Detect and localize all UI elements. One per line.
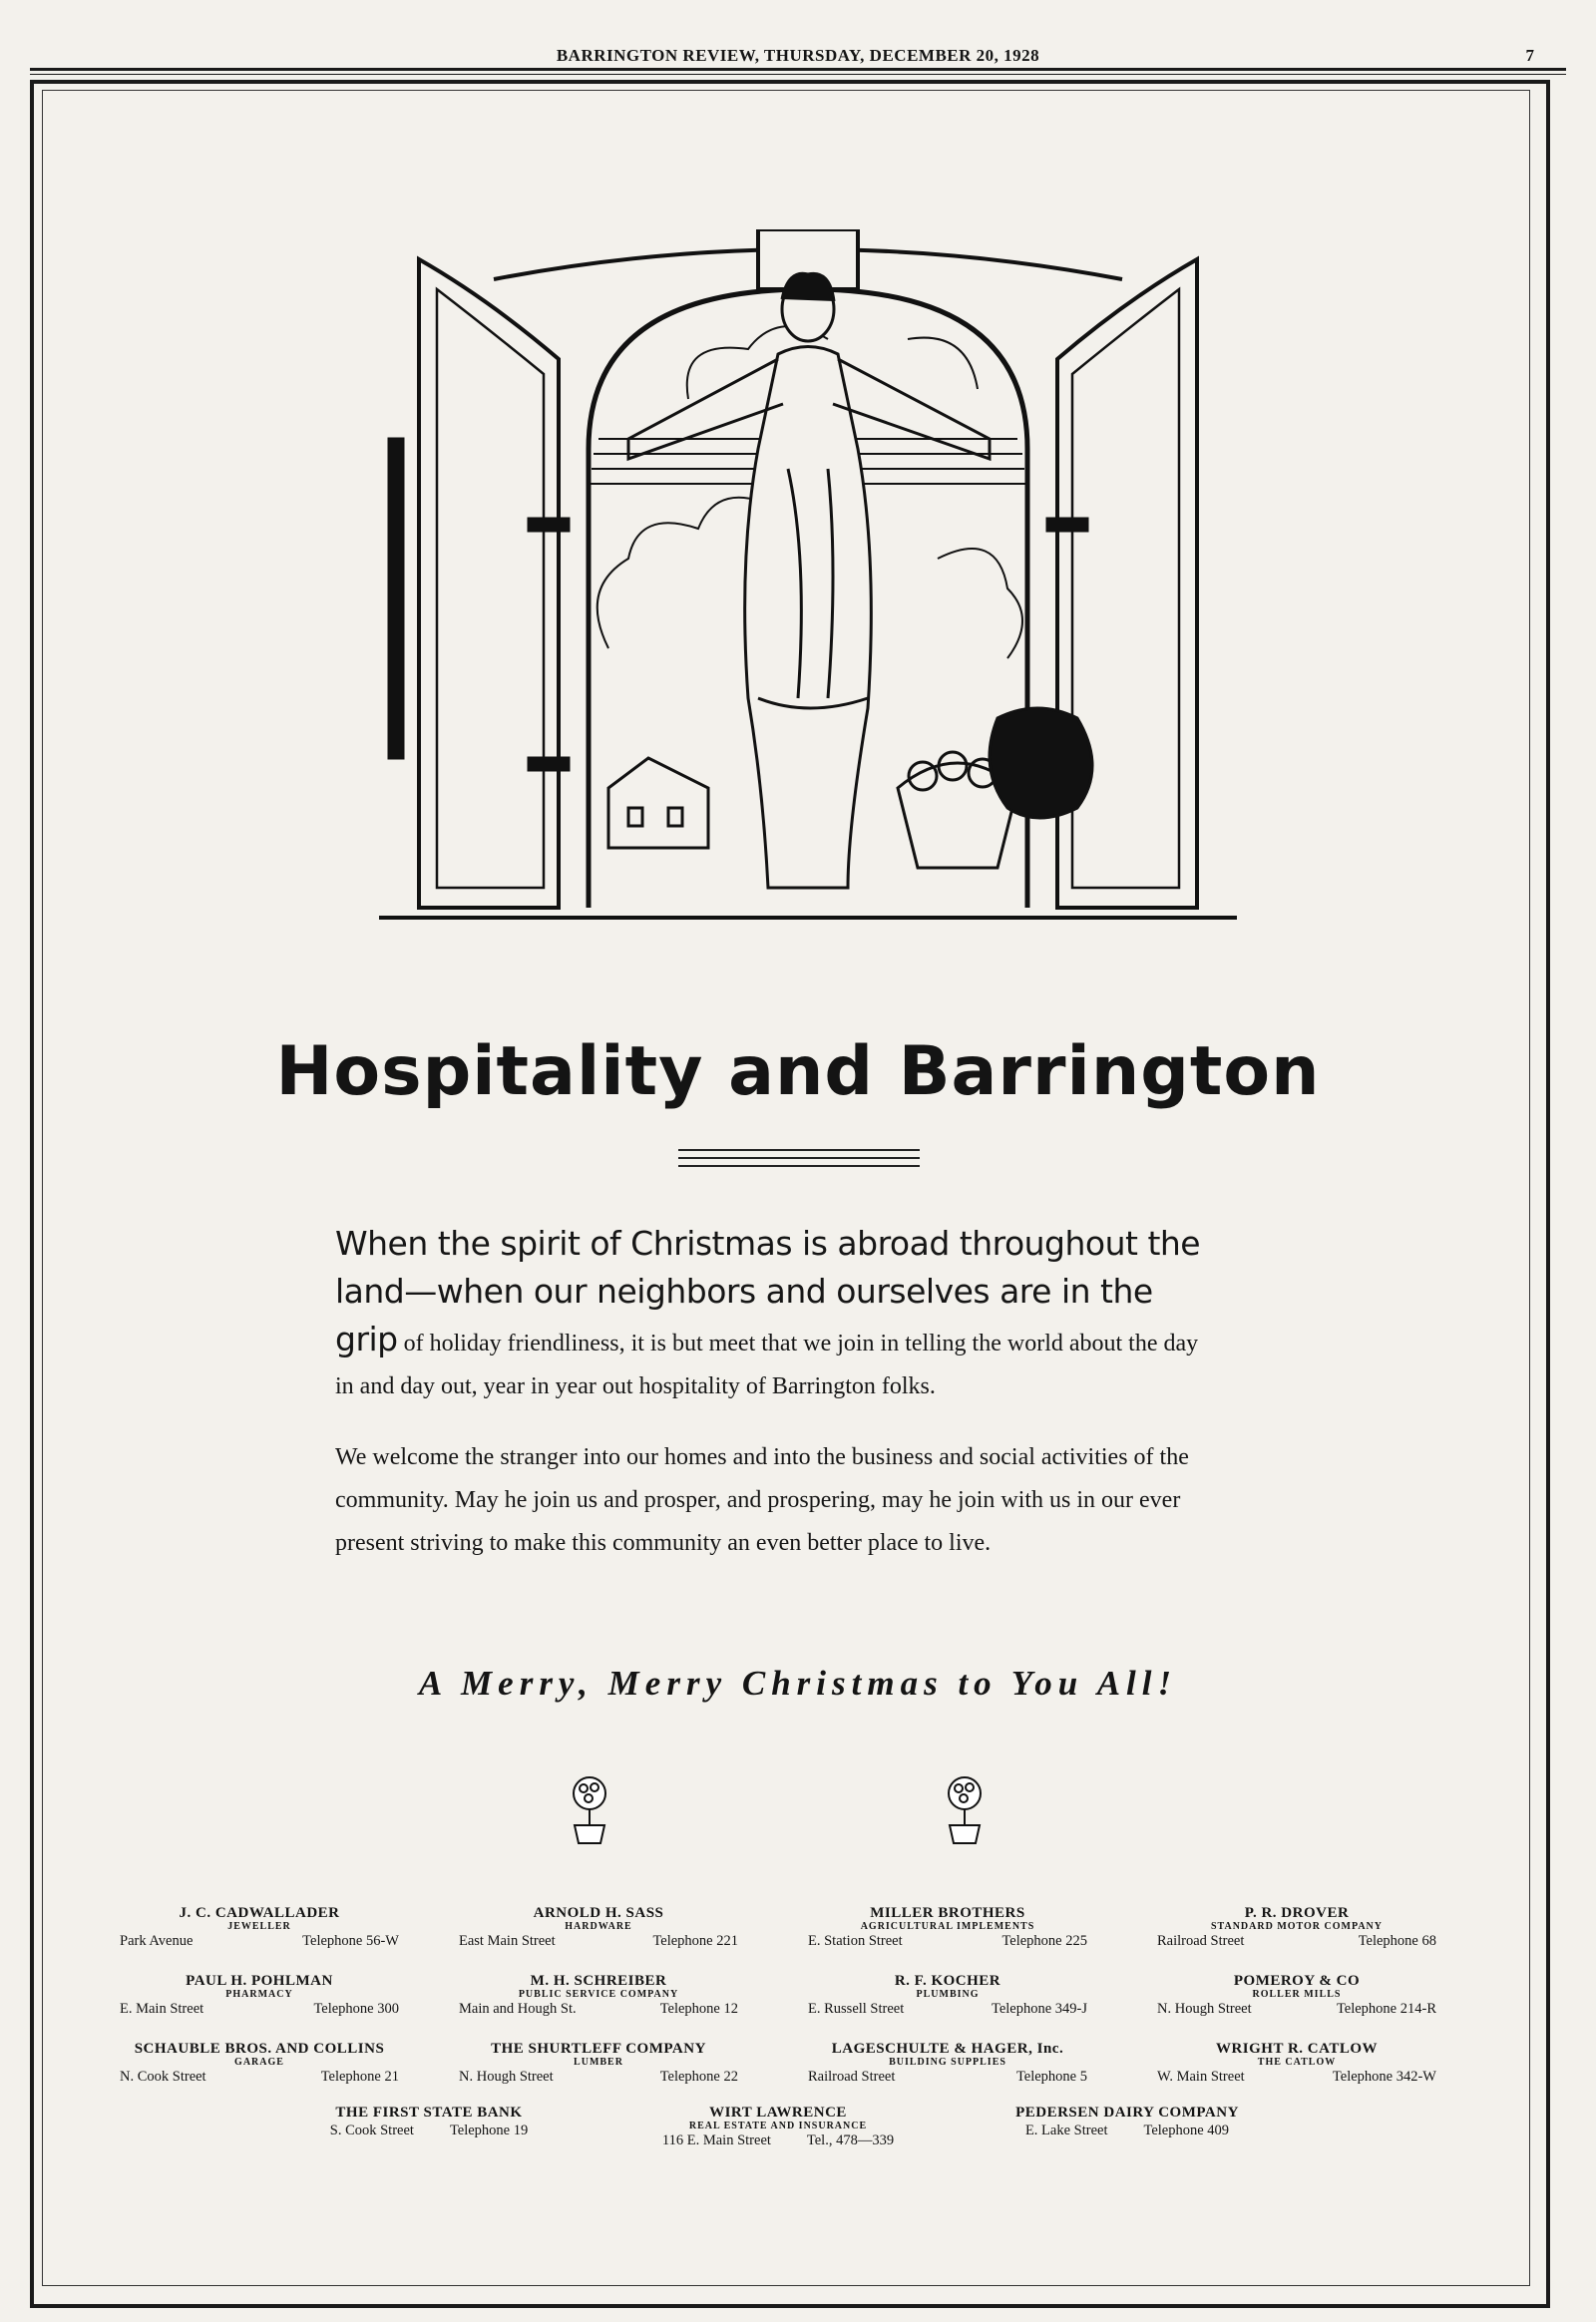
merchant-entry — [628, 2105, 928, 2149]
merchant-entry — [110, 1973, 409, 2018]
merchant-phone: Tel., 478—339 — [806, 2132, 895, 2148]
merchant-trade: THE CATLOW — [1257, 2057, 1337, 2068]
merchant-phone: Telephone 68 — [1358, 1933, 1436, 1949]
merchant-trade: REAL ESTATE AND INSURANCE — [688, 2121, 868, 2131]
merchant-entry — [110, 2041, 409, 2086]
merchant-entry — [1147, 1973, 1446, 2018]
merchant-name: J. C. CADWALLADER — [179, 1905, 340, 1921]
header-rule-thin — [30, 74, 1566, 75]
merchant-address: Park Avenue — [120, 1933, 194, 1949]
merchant-name: THE FIRST STATE BANK — [335, 2105, 523, 2121]
headline-rule — [678, 1157, 920, 1159]
merchant-trade: PHARMACY — [225, 1989, 293, 2000]
merchant-trade: LUMBER — [574, 2057, 623, 2068]
merchant-phone: Telephone 5 — [1015, 2069, 1087, 2085]
merchant-entry — [110, 1905, 409, 1950]
merchant-name: LAGESCHULTE & HAGER, Inc. — [831, 2041, 1064, 2057]
topiary-tree-icon — [940, 1773, 990, 1845]
merchant-trade: BUILDING SUPPLIES — [889, 2057, 1006, 2068]
paragraph-2: We welcome the stranger into our homes and into the business and social activities of the community. May he join us and prosper, and prospering, may he join with us in our ever present striving to make this community an even better place to live. — [335, 1444, 1189, 1556]
paragraph-1 — [335, 1222, 1213, 1408]
dateline: BARRINGTON REVIEW, THURSDAY, DECEMBER 20, 1928 — [556, 46, 1040, 65]
merchant-name: THE SHURTLEFF COMPANY — [491, 2041, 706, 2057]
merchant-name: MILLER BROTHERS — [870, 1905, 1025, 1921]
merchant-address: N. Hough Street — [1157, 2001, 1252, 2017]
christmas-greeting: A Merry, Merry Christmas to You All! — [418, 1664, 1178, 1703]
merchant-phone: Telephone 214-R — [1336, 2001, 1436, 2017]
merchant-address: Main and Hough St. — [459, 2001, 577, 2017]
merchant-address: E. Lake Street — [1024, 2123, 1108, 2138]
merchant-phone: Telephone 19 — [449, 2123, 529, 2138]
merchant-trade: AGRICULTURAL IMPLEMENTS — [860, 1921, 1035, 1932]
merchant-address: N. Cook Street — [120, 2069, 206, 2085]
merchant-phone: Telephone 300 — [313, 2001, 399, 2017]
merchant-phone: Telephone 22 — [659, 2069, 738, 2085]
page-number: 7 — [1525, 46, 1534, 65]
newspaper-header — [0, 46, 1596, 66]
merchant-address: E. Station Street — [808, 1933, 903, 1949]
headline-rule — [678, 1149, 920, 1151]
merchant-address: S. Cook Street — [329, 2123, 414, 2138]
merchant-trade: STANDARD MOTOR COMPANY — [1211, 1921, 1383, 1932]
merchant-phone: Telephone 221 — [652, 1933, 738, 1949]
window-illustration — [379, 229, 1237, 948]
merchant-entry — [798, 2041, 1097, 2086]
headline: Hospitality and Barrington — [275, 1032, 1321, 1111]
merchant-trade: ROLLER MILLS — [1252, 1989, 1342, 2000]
merchant-phone: Telephone 12 — [659, 2001, 738, 2017]
merchant-name: PEDERSEN DAIRY COMPANY — [1015, 2105, 1239, 2121]
merchant-phone: Telephone 342-W — [1332, 2069, 1436, 2085]
headline-rule — [678, 1165, 920, 1167]
merchant-address: N. Hough Street — [459, 2069, 554, 2085]
merchant-phone: Telephone 409 — [1143, 2123, 1230, 2138]
merchant-name: R. F. KOCHER — [894, 1973, 1001, 1989]
merchant-address: W. Main Street — [1157, 2069, 1245, 2085]
merchant-name: POMEROY & CO — [1233, 1973, 1361, 1989]
merchant-address: Railroad Street — [808, 2069, 896, 2085]
merchant-trade: JEWELLER — [227, 1921, 291, 1932]
merchant-entry — [279, 2105, 579, 2139]
merchant-name: PAUL H. POHLMAN — [186, 1973, 333, 1989]
merchant-entry — [798, 1905, 1097, 1950]
merchant-trade: HARDWARE — [565, 1921, 632, 1932]
merchant-name: WIRT LAWRENCE — [709, 2105, 847, 2121]
merchant-address: E. Main Street — [120, 2001, 204, 2017]
merchant-entry — [449, 1905, 748, 1950]
merchant-name: ARNOLD H. SASS — [533, 1905, 664, 1921]
merchant-phone: Telephone 56-W — [302, 1933, 399, 1949]
merchant-name: P. R. DROVER — [1244, 1905, 1350, 1921]
merchant-phone: Telephone 225 — [1001, 1933, 1087, 1949]
merchant-entry — [449, 1973, 748, 2018]
merchant-address: 116 E. Main Street — [661, 2132, 771, 2148]
topiary-tree-icon — [565, 1773, 614, 1845]
merchant-address: Railroad Street — [1157, 1933, 1245, 1949]
merchant-address: East Main Street — [459, 1933, 556, 1949]
paragraph-1-lead: When the spirit of Christmas is abroad throughout the land—when our neighbors and ourselves are in the grip — [335, 1224, 1201, 1358]
merchant-entry — [978, 2105, 1277, 2139]
merchant-name: M. H. SCHREIBER — [530, 1973, 667, 1989]
merchant-name: SCHAUBLE BROS. AND COLLINS — [134, 2041, 385, 2057]
merchant-phone: Telephone 21 — [320, 2069, 399, 2085]
merchant-address: E. Russell Street — [808, 2001, 905, 2017]
header-rule — [30, 68, 1566, 71]
merchant-directory — [0, 1905, 1596, 2148]
merchant-entry — [798, 1973, 1097, 2018]
merchant-trade: PLUMBING — [916, 1989, 980, 2000]
paragraph-1-rest: of holiday friendliness, it is but meet that we join in telling the world about the day in and day out, year in year out hospitality of Barrington folks. — [335, 1331, 1199, 1399]
merchant-entry — [449, 2041, 748, 2086]
merchant-name: WRIGHT R. CATLOW — [1215, 2041, 1379, 2057]
merchant-entry — [1147, 2041, 1446, 2086]
merchant-trade: PUBLIC SERVICE COMPANY — [518, 1989, 679, 2000]
merchant-trade: GARAGE — [234, 2057, 284, 2068]
merchant-phone: Telephone 349-J — [991, 2001, 1087, 2017]
merchant-entry — [1147, 1905, 1446, 1950]
